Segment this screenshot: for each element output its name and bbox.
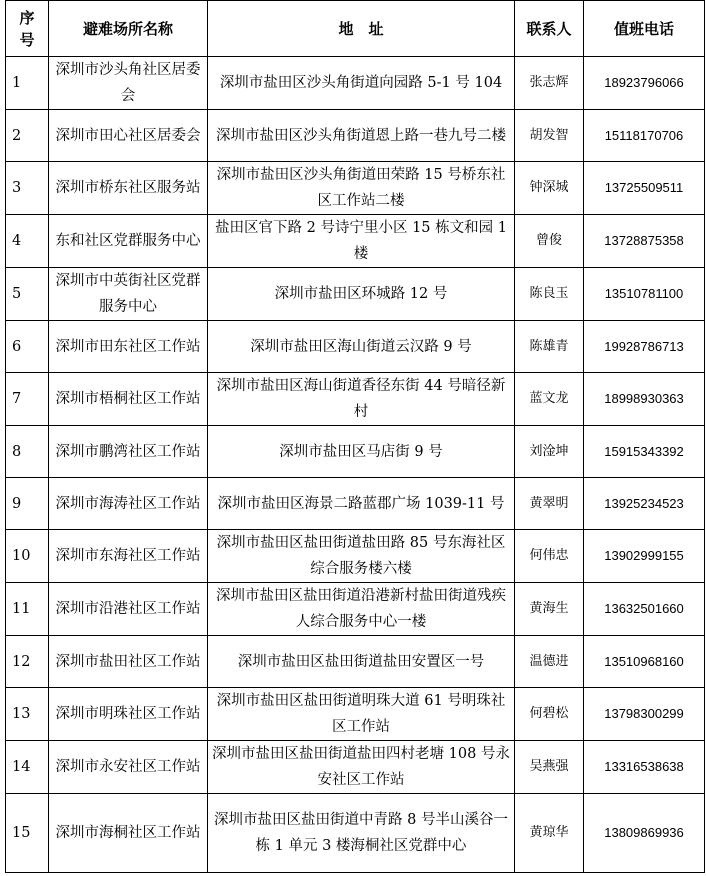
shelter-name: 深圳市田心社区居委会 [49,110,208,162]
table-row [6,373,705,426]
shelter-name: 深圳市海桐社区工作站 [49,794,208,873]
row-index: 15 [6,794,49,873]
table-row [6,162,705,215]
header-phone: 值班电话 [584,1,705,57]
duty-phone: 15118170706 [584,110,705,162]
shelter-name: 深圳市永安社区工作站 [49,741,208,794]
contact-person: 张志辉 [515,57,584,110]
duty-phone: 13925234523 [584,478,705,530]
address: 深圳市盐田区盐田街道沿港新村盐田街道残疾人综合服务中心一楼 [208,583,515,636]
shelter-name: 深圳市东海社区工作站 [49,530,208,583]
duty-phone: 18923796066 [584,57,705,110]
contact-person: 蓝文龙 [515,373,584,426]
duty-phone: 13798300299 [584,688,705,741]
address: 深圳市盐田区盐田街道盐田四村老塘 108 号永安社区工作站 [208,741,515,794]
duty-phone: 19928786713 [584,321,705,373]
contact-person: 钟深城 [515,162,584,215]
header-row [6,1,705,57]
shelter-name: 深圳市海涛社区工作站 [49,478,208,530]
contact-person: 陈良玉 [515,268,584,321]
contact-person: 何碧松 [515,688,584,741]
duty-phone: 13728875358 [584,215,705,268]
row-index: 12 [6,636,49,688]
duty-phone: 13902999155 [584,530,705,583]
table-row [6,321,705,373]
address: 深圳市盐田区盐田街道明珠大道 61 号明珠社区工作站 [208,688,515,741]
contact-person: 胡发智 [515,110,584,162]
shelter-table [5,0,705,873]
row-index: 2 [6,110,49,162]
duty-phone: 15915343392 [584,426,705,478]
duty-phone: 18998930363 [584,373,705,426]
address: 深圳市盐田区海景二路蓝郡广场 1039-11 号 [208,478,515,530]
header-name: 避难场所名称 [49,1,208,57]
address: 深圳市盐田区盐田街道盐田安置区一号 [208,636,515,688]
table-row [6,688,705,741]
duty-phone: 13809869936 [584,794,705,873]
table-row [6,794,705,873]
table-row [6,215,705,268]
contact-person: 黄翠明 [515,478,584,530]
contact-person: 刘淦坤 [515,426,584,478]
shelter-name: 东和社区党群服务中心 [49,215,208,268]
shelter-name: 深圳市明珠社区工作站 [49,688,208,741]
row-index: 6 [6,321,49,373]
shelter-name: 深圳市田东社区工作站 [49,321,208,373]
header-contact: 联系人 [515,1,584,57]
address: 深圳市盐田区盐田街道盐田路 85 号东海社区综合服务楼六楼 [208,530,515,583]
table-row [6,583,705,636]
table-row [6,478,705,530]
row-index: 10 [6,530,49,583]
row-index: 1 [6,57,49,110]
address: 盐田区官下路 2 号诗宁里小区 15 栋文和园 1 楼 [208,215,515,268]
table-row [6,426,705,478]
shelter-name: 深圳市沙头角社区居委会 [49,57,208,110]
row-index: 7 [6,373,49,426]
table-row [6,57,705,110]
row-index: 11 [6,583,49,636]
table-row [6,530,705,583]
address: 深圳市盐田区海山街道香径东街 44 号暗径新村 [208,373,515,426]
duty-phone: 13725509511 [584,162,705,215]
shelter-name: 深圳市盐田社区工作站 [49,636,208,688]
shelter-name: 深圳市中英街社区党群服务中心 [49,268,208,321]
table-row [6,268,705,321]
contact-person: 何伟忠 [515,530,584,583]
row-index: 13 [6,688,49,741]
table-row [6,741,705,794]
table-row [6,110,705,162]
contact-person: 温德进 [515,636,584,688]
contact-person: 曾俊 [515,215,584,268]
address: 深圳市盐田区环城路 12 号 [208,268,515,321]
address: 深圳市盐田区沙头角街道向园路 5-1 号 104 [208,57,515,110]
duty-phone: 13510781100 [584,268,705,321]
row-index: 14 [6,741,49,794]
table-row [6,636,705,688]
contact-person: 黄琼华 [515,794,584,873]
address: 深圳市盐田区马店街 9 号 [208,426,515,478]
row-index: 9 [6,478,49,530]
duty-phone: 13632501660 [584,583,705,636]
contact-person: 吴燕强 [515,741,584,794]
duty-phone: 13316538638 [584,741,705,794]
row-index: 5 [6,268,49,321]
row-index: 3 [6,162,49,215]
address: 深圳市盐田区沙头角街道恩上路一巷九号二楼 [208,110,515,162]
row-index: 4 [6,215,49,268]
address: 深圳市盐田区盐田街道中青路 8 号半山溪谷一栋 1 单元 3 楼海桐社区党群中心 [208,794,515,873]
address: 深圳市盐田区海山街道云汉路 9 号 [208,321,515,373]
shelter-name: 深圳市鹏湾社区工作站 [49,426,208,478]
contact-person: 黄海生 [515,583,584,636]
row-index: 8 [6,426,49,478]
shelter-name: 深圳市沿港社区工作站 [49,583,208,636]
shelter-name: 深圳市梧桐社区工作站 [49,373,208,426]
shelter-name: 深圳市桥东社区服务站 [49,162,208,215]
contact-person: 陈雄青 [515,321,584,373]
address: 深圳市盐田区沙头角街道田荣路 15 号桥东社区工作站二楼 [208,162,515,215]
header-address: 地 址 [208,1,515,57]
duty-phone: 13510968160 [584,636,705,688]
header-index: 序号 [6,1,49,57]
